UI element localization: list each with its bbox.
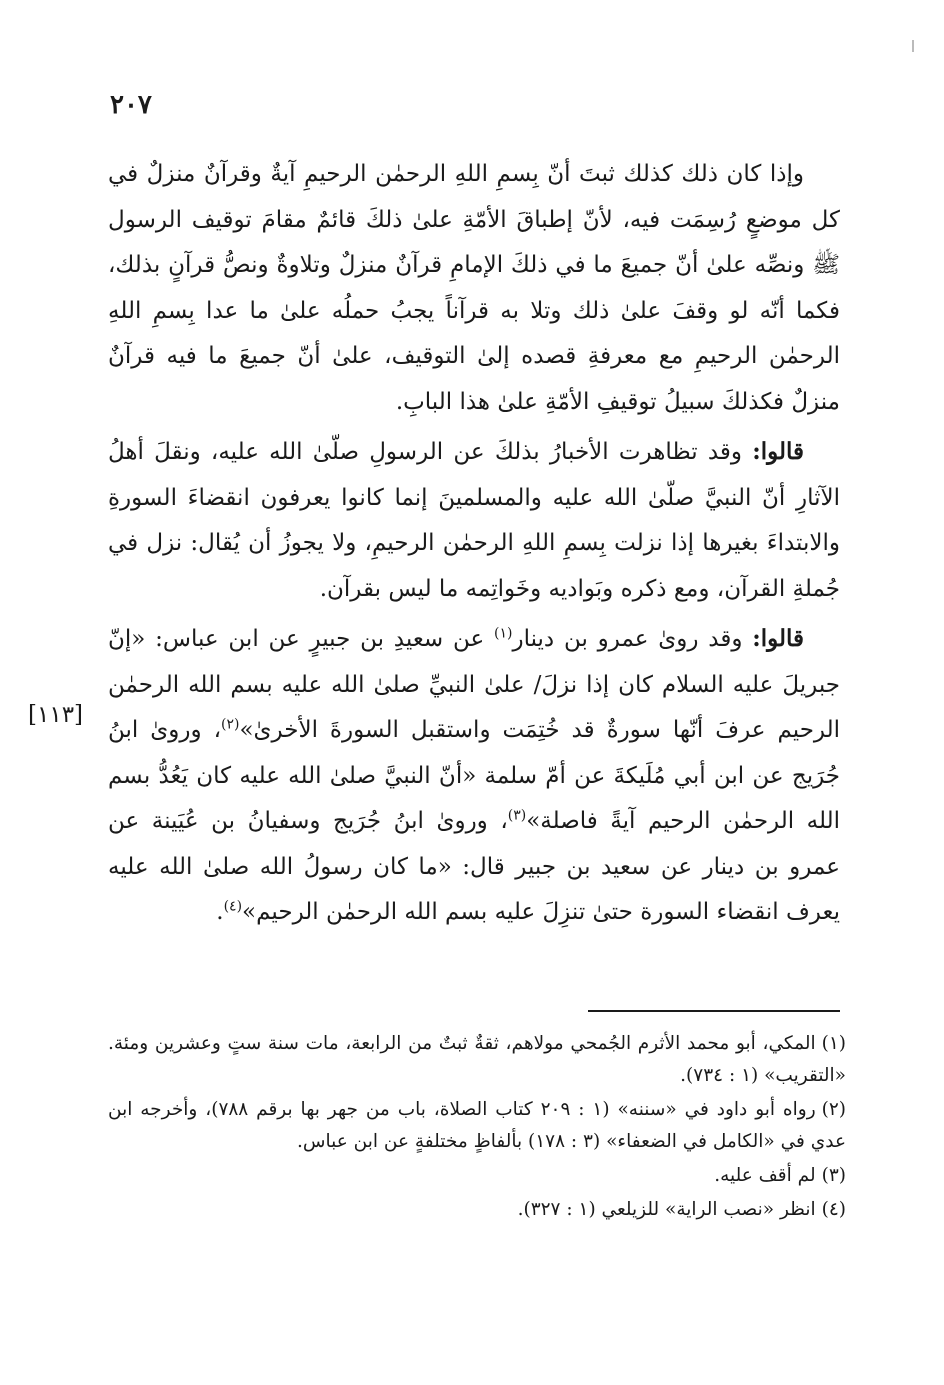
- footnote-ref-4[interactable]: (٤): [223, 898, 243, 915]
- paragraph-text: .: [216, 899, 224, 925]
- paragraph-text: ، وروىٰ ابنُ جُرَيج وسفيانُ بن عُيَينة عن عمرو بن دينار عن سعيد بن جبير قال: «ما كان رسولُ الله صلىٰ الله عليه يعرف انقضاء السورة حتىٰ تنزِلَ عليه بسم الله الرحمٰن الرحيم»: [108, 808, 840, 925]
- footnote-text: المكي، أبو محمد الأثرم الجُمحي مولاهم، ثقةٌ ثبتٌ من الرابعة، مات سنة ستٍ وعشرين ومئة. «التقريب» (١ : ٧٣٤).: [108, 1033, 846, 1086]
- footnote-text: انظر «نصب الراية» للزيلعي (١ : ٣٢٧).: [517, 1199, 816, 1220]
- paragraph-text: وقد روىٰ عمرو بن دينار: [512, 626, 753, 652]
- paragraph-text: وإذا كان ذلك كذلك ثبتَ أنّ بِسمِ اللهِ الرحمٰن الرحيمِ آيةٌ وقرآنٌ منزلٌ في كل موضعٍ رُسِمَت فيه، لأنّ إطباقَ الأمّةِ علىٰ ذلكَ قائمٌ مقامَ توقيف الرسول ﷺ ونصِّه علىٰ أنّ جميعَ ما في ذلكَ الإمامِ قرآنٌ منزلٌ وتلاوةٌ ونصُّ قرآنٍ بذلك، فكما أنّه لو وقفَ علىٰ ذلك وتلا به قرآناً يجبُ حملُه علىٰ ما عدا بِسمِ اللهِ الرحمٰن الرحيمِ مع معرفةِ قصده إلىٰ التوقيف، علىٰ أنّ جميعَ ما فيه قرآنٌ منزلٌ فكذلكَ سبيلُ توقيفِ الأمّةِ علىٰ هذا البابِ.: [108, 161, 840, 415]
- footnote-ref-3[interactable]: (٣): [507, 807, 527, 824]
- paragraph-2: [108, 429, 840, 612]
- footnote-text: لم أقف عليه.: [714, 1165, 816, 1186]
- footnote-2: [108, 1094, 846, 1158]
- footnote-1: [108, 1028, 846, 1092]
- folio-marker: [١١٣]: [28, 702, 84, 728]
- margin-mark: [912, 40, 914, 52]
- paragraph-lead: قالوا:: [752, 625, 805, 652]
- paragraph-text: وقد تظاهرت الأخبارُ بذلكَ عن الرسولِ صلّىٰ الله عليه، ونقلَ أهلُ الآثارِ أنّ النبيَّ صلّىٰ الله عليه والمسلمينَ إنما كانوا يعرفون انقضاءَ السورةِ والابتداءَ بغيرها إذا نزلت بِسمِ اللهِ الرحمٰن الرحيمِ، ولا يجوزُ أن يُقال: نزل في جُملةِ القرآن، ومع ذكره وبَواديه وخَواتِمه ما ليس بقرآن.: [108, 439, 840, 602]
- footnote-3: [108, 1160, 846, 1192]
- page-number: ٢٠٧: [110, 90, 152, 120]
- footnote-text: رواه أبو داود في «سننه» (١ : ٢٠٩ كتاب الصلاة، باب من جهر بها برقم ٧٨٨)، وأخرجه ابن عدي في «الكامل في الضعفاء» (٣ : ١٧٨) بألفاظٍ مختلفةٍ عن ابن عباس.: [108, 1099, 846, 1152]
- footnote-4: [108, 1194, 846, 1226]
- footnote-number: (٤): [821, 1199, 846, 1220]
- footnote-divider: [588, 1010, 840, 1012]
- paragraph-3: [108, 616, 840, 936]
- paragraph-text: عن سعيدِ بن جبيرٍ عن ابن عباس: «إنّ جبريلَ عليه السلام كان إذا نزلَ/ علىٰ النبيِّ صلىٰ الله عليه بسم الله الرحمٰن الرحيم عرفَ أنّها سورةٌ قد خُتِمَت واستقبل السورةَ الأخرىٰ»: [108, 626, 841, 743]
- footnote-ref-1[interactable]: (١): [494, 625, 513, 642]
- paragraph-text: ، وروىٰ ابنُ جُرَيج عن ابن أبي مُلَيكةَ عن أمّ سلمة «أنّ النبيَّ صلىٰ الله عليه كان يَعُدُّ بسم الله الرحمٰن الرحيم آيةً فاصلة»: [108, 717, 840, 834]
- footnotes: [108, 1028, 846, 1228]
- paragraph-lead: قالوا:: [752, 438, 804, 465]
- paragraph-1: [108, 152, 840, 425]
- main-text: [108, 152, 840, 940]
- footnote-number: (٢): [821, 1099, 847, 1120]
- footnote-number: (١): [821, 1033, 846, 1054]
- footnote-number: (٣): [821, 1165, 846, 1186]
- footnote-ref-2[interactable]: (٢): [221, 716, 240, 733]
